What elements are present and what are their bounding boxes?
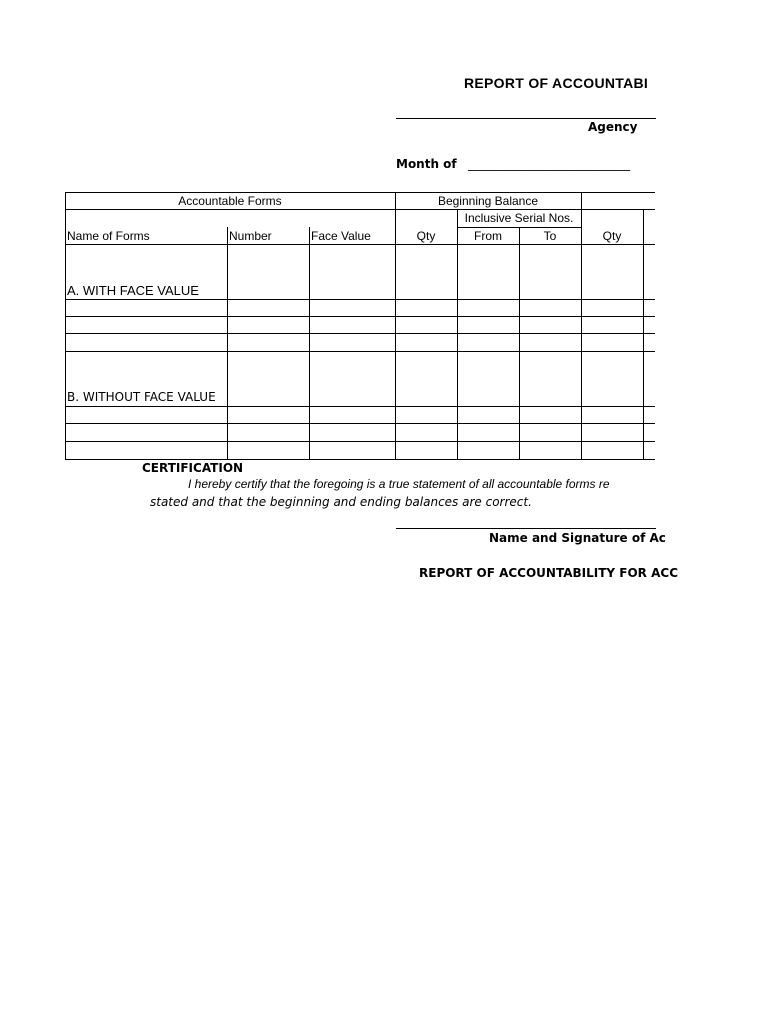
col-qty: Qty bbox=[416, 229, 436, 243]
table-rule bbox=[65, 316, 655, 317]
table-rule bbox=[65, 244, 655, 245]
header-inclusive-serial: Inclusive Serial Nos. bbox=[464, 211, 574, 225]
table-col-rule bbox=[519, 227, 520, 459]
signature-label: Name and Signature of Ac bbox=[489, 531, 666, 545]
table-rule bbox=[65, 423, 655, 424]
table-rule bbox=[65, 351, 655, 352]
col-qty-2: Qty bbox=[602, 229, 622, 243]
header-accountable-forms: Accountable Forms bbox=[178, 194, 282, 208]
col-to: To bbox=[543, 229, 557, 243]
table-col-rule bbox=[227, 227, 228, 459]
table-border-bottom bbox=[65, 459, 655, 460]
header-beginning-balance: Beginning Balance bbox=[437, 194, 539, 208]
section-without-face-value: B. WITHOUT FACE VALUE bbox=[67, 390, 216, 404]
table-rule bbox=[65, 441, 655, 442]
month-label: Month of bbox=[396, 157, 457, 171]
certification-line-2: stated and that the beginning and ending balances are correct. bbox=[150, 495, 532, 509]
table-col-rule bbox=[457, 209, 458, 459]
col-name-of-forms: Name of Forms bbox=[67, 229, 150, 243]
col-face-value: Face Value bbox=[311, 229, 371, 243]
table-col-rule bbox=[643, 209, 644, 459]
certification-heading: CERTIFICATION bbox=[142, 461, 244, 475]
certification-line-1: I hereby certify that the foregoing is a true statement of all accountable forms re bbox=[188, 477, 610, 491]
footer-title: REPORT OF ACCOUNTABILITY FOR ACC bbox=[419, 566, 678, 580]
table-border-left bbox=[65, 192, 66, 459]
report-title: REPORT OF ACCOUNTABI bbox=[464, 75, 649, 91]
signature-line bbox=[396, 528, 656, 529]
table-col-rule bbox=[309, 227, 310, 459]
table-rule bbox=[65, 299, 655, 300]
table-border-top bbox=[65, 192, 655, 193]
table-rule bbox=[65, 333, 655, 334]
col-number: Number bbox=[229, 229, 272, 243]
col-from: From bbox=[474, 229, 502, 243]
agency-label: Agency bbox=[588, 120, 638, 134]
agency-underline bbox=[396, 118, 656, 119]
table-rule bbox=[65, 406, 655, 407]
section-with-face-value: A. WITH FACE VALUE bbox=[67, 283, 199, 298]
table-rule bbox=[65, 209, 655, 210]
month-blank: ___________________________ bbox=[468, 157, 630, 171]
